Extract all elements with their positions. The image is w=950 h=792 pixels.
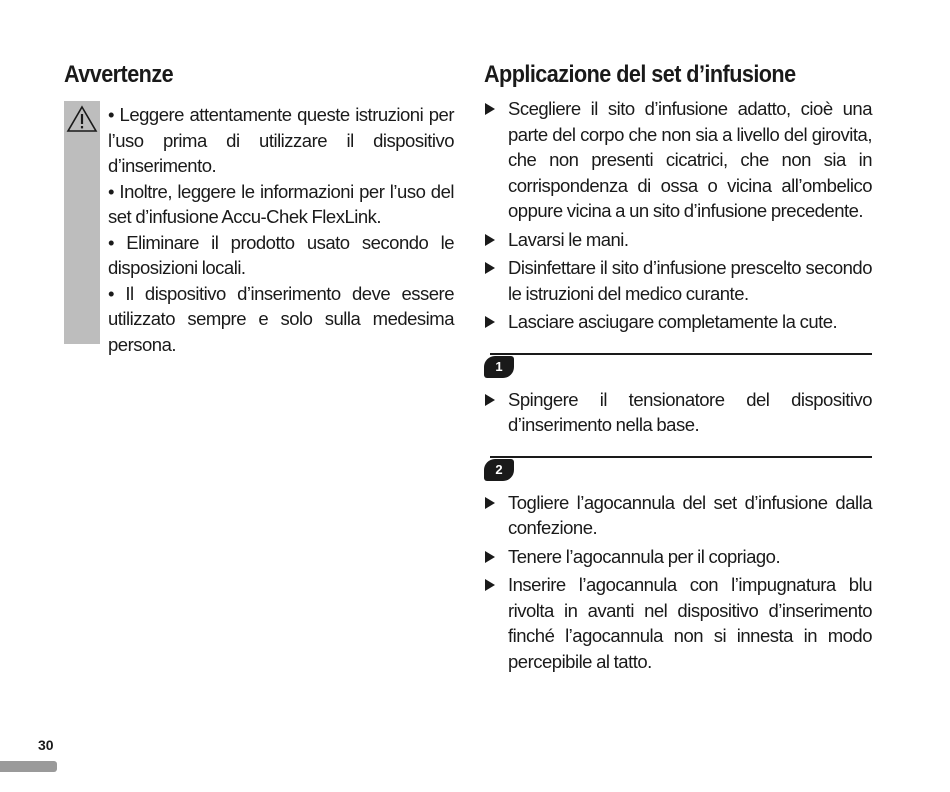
warning-item: • Leggere attentamente queste istruzioni per l’uso prima di utilizzare il dispositivo d’inserimento. (108, 104, 454, 176)
list-item (484, 572, 872, 674)
step-1-badge: 1 (484, 356, 514, 378)
list-item-text: Lavarsi le mani. (508, 228, 629, 250)
list-item-text: Disinfettare il sito d’infusione prescelto secondo le istruzioni del medico curante. (508, 257, 872, 304)
page-tab-marker (0, 761, 57, 772)
list-item (484, 96, 872, 224)
step-2-header (484, 456, 872, 482)
step-1-header (484, 353, 872, 379)
warning-sidebar (64, 101, 100, 344)
warning-item: • Inoltre, leggere le informazioni per l’uso del set d’infusione Accu-Chek FlexLink. (108, 180, 454, 227)
list-item (484, 387, 872, 438)
warnings-title: Avvertenze (64, 61, 174, 88)
bullet-arrow-icon (485, 234, 495, 246)
bullet-arrow-icon (485, 262, 495, 274)
bullet-arrow-icon (485, 394, 495, 406)
step-1-list (484, 387, 872, 438)
list-item-text: Scegliere il sito d’infusione adatto, cioè una parte del corpo che non sia a livello del girovita, che non presenti cicatrici, che non sia in corrispondenza di ossa o vicina all’ombelico oppure vicina a un sito d’infusione precedente. (508, 98, 872, 221)
list-item (484, 255, 872, 306)
list-item (484, 227, 872, 253)
list-item-text: Togliere l’agocannula del set d’infusione dalla confezione. (508, 491, 872, 538)
step-2-badge: 2 (484, 459, 514, 481)
page-number: 30 (38, 737, 54, 753)
list-item (484, 309, 872, 335)
bullet-arrow-icon (485, 579, 495, 591)
bullet-arrow-icon (485, 316, 495, 328)
bullet-arrow-icon (485, 551, 495, 563)
warning-item: • Eliminare il prodotto usato secondo le disposizioni locali. (108, 231, 454, 278)
step-2-list (484, 490, 872, 675)
warning-triangle-icon (66, 105, 98, 133)
step-divider (490, 456, 872, 458)
list-item (484, 490, 872, 541)
list-item-text: Inserire l’agocannula con l’impugnatura blu rivolta in avanti nel dispositivo d’inserimento finché l’agocannula non si innesta in modo percepibile al tatto. (508, 574, 872, 672)
application-section (484, 58, 872, 677)
bullet-arrow-icon (485, 497, 495, 509)
warnings-box (64, 101, 454, 357)
step-divider (490, 353, 872, 355)
warnings-section (64, 58, 454, 357)
list-item-text: Lasciare asciugare completamente la cute. (508, 311, 838, 332)
warnings-list (108, 101, 454, 357)
preparation-list (484, 96, 872, 335)
list-item-text: Tenere l’agocannula per il copriago. (508, 545, 781, 567)
warning-item: • Il dispositivo d’inserimento deve essere utilizzato sempre e solo sulla medesima persona. (108, 282, 454, 355)
application-title: Applicazione del set d’infusione (484, 61, 796, 88)
list-item-text: Spingere il tensionatore del dispositivo d’inserimento nella base. (508, 388, 872, 435)
bullet-arrow-icon (485, 103, 495, 115)
list-item (484, 544, 872, 570)
